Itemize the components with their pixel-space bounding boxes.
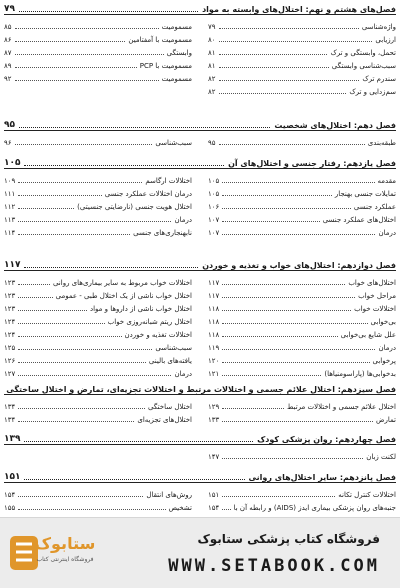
dot-leader bbox=[24, 165, 224, 166]
dot-leader bbox=[219, 144, 365, 145]
dot-leader bbox=[222, 195, 332, 196]
entry-page-number: ۱۳۳ bbox=[208, 416, 220, 424]
entry-title: اختلال‌های خواب bbox=[348, 279, 396, 287]
entry-page-number: ۸۹ bbox=[4, 62, 12, 70]
entry-title: مسمومیت با آمفتامین bbox=[128, 36, 192, 44]
entry-title: اختلال ساختگی bbox=[147, 403, 192, 411]
toc-entry[interactable] bbox=[208, 313, 396, 326]
entry-page-number: ۸۰ bbox=[208, 36, 216, 44]
chapter-page-number: ۷۹ bbox=[4, 4, 15, 14]
dot-leader bbox=[219, 28, 359, 29]
entry-page-number: ۱۲۹ bbox=[208, 403, 220, 411]
dot-leader bbox=[15, 28, 159, 29]
entry-page-number: ۱۰۷ bbox=[208, 216, 220, 224]
dot-leader bbox=[219, 80, 360, 81]
right-column bbox=[208, 398, 396, 424]
chapter-11 bbox=[4, 154, 396, 237]
dot-leader bbox=[222, 182, 374, 183]
entry-title: ارزیابی bbox=[375, 36, 396, 44]
toc-entry[interactable] bbox=[4, 198, 192, 211]
entry-title: نابهنجاری‌های جنسی bbox=[133, 229, 192, 237]
entry-title: سبب‌شناسی bbox=[155, 344, 192, 352]
entry-title: اختلال‌های تجزیه‌ای bbox=[137, 416, 192, 424]
entry-page-number: ۹۶ bbox=[4, 139, 12, 147]
entry-title: مسمومیت bbox=[161, 23, 192, 31]
entry-page-number: ۱۱۷ bbox=[208, 279, 220, 287]
toc-entry[interactable] bbox=[4, 31, 192, 44]
dot-leader bbox=[18, 496, 143, 497]
chapter-page-number bbox=[0, 385, 2, 394]
entry-title: لکنت زبان bbox=[366, 453, 396, 461]
chapter-title: فصل سیزدهم: اختلال علائم جسمی و اختلالات مرتبط و اختلالات تجزیه‌ای، تمارض و اختلال ساختگی bbox=[6, 385, 396, 394]
toc-entry[interactable] bbox=[208, 83, 396, 96]
dot-leader bbox=[222, 297, 355, 298]
dot-leader bbox=[222, 349, 375, 350]
toc-entry[interactable] bbox=[208, 31, 396, 44]
toc-entry[interactable] bbox=[4, 18, 192, 31]
entry-title: درمان اختلالات عملکرد جنسی bbox=[104, 190, 192, 198]
dot-leader bbox=[18, 349, 152, 350]
brand-tagline: فروشگاه اینترنتی کتاب bbox=[36, 556, 94, 563]
entry-page-number: ۱۲۶ bbox=[4, 357, 16, 365]
left-column bbox=[4, 172, 192, 237]
chapter-title: فصل چهاردهم: روان پزشکی کودک bbox=[257, 435, 396, 444]
toc-entry[interactable] bbox=[4, 211, 192, 224]
chapter-12 bbox=[4, 256, 396, 378]
right-column bbox=[208, 274, 396, 378]
chapter-entries bbox=[4, 134, 396, 147]
chapter-page-number: ۱۱۷ bbox=[4, 260, 21, 270]
entry-title: سبب‌شناسی bbox=[155, 139, 192, 147]
dot-leader bbox=[18, 323, 104, 324]
dot-leader bbox=[15, 41, 126, 42]
entry-title: اختلالات کنترل تکانه bbox=[338, 491, 396, 499]
entry-page-number: ۱۰۷ bbox=[208, 229, 220, 237]
dot-leader bbox=[219, 54, 328, 55]
entry-page-number: ۱۱۱ bbox=[4, 190, 16, 198]
chapter-title: فصل پانزدهم: سایر اختلال‌های روانی bbox=[248, 473, 396, 482]
chapter-14 bbox=[4, 430, 396, 461]
left-column bbox=[4, 18, 192, 96]
chapter-entries bbox=[4, 448, 396, 461]
entry-page-number: ۹۵ bbox=[208, 139, 216, 147]
dot-leader bbox=[18, 297, 52, 298]
entry-title: اختلالات تغذیه و خوردن bbox=[124, 331, 192, 339]
store-url-link[interactable]: WWW.SETABOOK.COM bbox=[168, 556, 380, 576]
chapter-entries bbox=[4, 398, 396, 424]
toc-entry[interactable] bbox=[4, 287, 192, 300]
dot-leader bbox=[18, 509, 165, 510]
chapter-15 bbox=[4, 468, 396, 512]
entry-title: اختلال علائم جسمی و اختلالات مرتبط bbox=[286, 403, 396, 411]
entry-title: تمایلات جنسی بهنجار bbox=[334, 190, 396, 198]
dot-leader bbox=[18, 234, 130, 235]
chapter-entries bbox=[4, 486, 396, 512]
entry-page-number: ۱۲۰ bbox=[208, 357, 220, 365]
toc-entry[interactable] bbox=[4, 326, 192, 339]
entry-title: سم‌زدایی و ترک bbox=[349, 88, 396, 96]
toc-entry[interactable] bbox=[4, 172, 192, 185]
toc-entry[interactable] bbox=[208, 365, 396, 378]
dot-leader bbox=[222, 408, 284, 409]
entry-page-number: ۱۲۵ bbox=[4, 344, 16, 352]
dot-leader bbox=[15, 80, 159, 81]
toc-entry[interactable] bbox=[4, 352, 192, 365]
right-column bbox=[208, 134, 396, 147]
toc-entry[interactable] bbox=[208, 326, 396, 339]
entry-title: مسمومیت bbox=[161, 75, 192, 83]
toc-entry[interactable] bbox=[208, 224, 396, 237]
toc-entry[interactable] bbox=[208, 134, 396, 147]
entry-title: اختلال خواب ناشی از داروها و مواد bbox=[89, 305, 192, 313]
entry-title: اختلال ریتم شبانه‌روزی خواب bbox=[107, 318, 192, 326]
entry-page-number: ۱۵۴ bbox=[208, 504, 220, 512]
right-column bbox=[208, 448, 396, 461]
entry-page-number: ۱۵۴ bbox=[4, 491, 16, 499]
entry-title: مقدمه bbox=[377, 177, 396, 185]
dot-leader bbox=[222, 375, 321, 376]
entry-page-number: ۸۷ bbox=[4, 49, 12, 57]
dot-leader bbox=[222, 336, 337, 337]
entry-page-number: ۸۱ bbox=[208, 49, 216, 57]
dot-leader bbox=[19, 127, 270, 128]
chapter-title: فصل دوازدهم: اختلال‌های خواب و تغذیه و خوردن bbox=[202, 261, 396, 270]
entry-title: بدخوابی‌ها (پاراسومنیاها) bbox=[324, 370, 396, 378]
entry-page-number: ۱۱۲ bbox=[4, 203, 16, 211]
dot-leader bbox=[18, 284, 50, 285]
dot-leader bbox=[18, 208, 74, 209]
chapter-heading[interactable] bbox=[4, 0, 396, 15]
entry-page-number: ۱۱۸ bbox=[208, 305, 220, 313]
dot-leader bbox=[18, 310, 87, 311]
toc-entry[interactable] bbox=[4, 486, 192, 499]
toc-entry[interactable] bbox=[208, 287, 396, 300]
entry-page-number: ۱۱۸ bbox=[208, 331, 220, 339]
toc-entry[interactable] bbox=[4, 224, 192, 237]
dot-leader bbox=[222, 284, 345, 285]
entry-page-number: ۱۲۳ bbox=[4, 305, 16, 313]
toc-entry[interactable] bbox=[208, 172, 396, 185]
toc-entry[interactable] bbox=[4, 300, 192, 313]
toc-entry[interactable] bbox=[208, 44, 396, 57]
entry-title: بی‌خوابی bbox=[370, 318, 396, 326]
toc-entry[interactable] bbox=[208, 448, 396, 461]
toc-entry[interactable] bbox=[4, 365, 192, 378]
left-column bbox=[4, 486, 192, 512]
chapter-heading[interactable] bbox=[4, 116, 396, 131]
dot-leader bbox=[219, 67, 329, 68]
entry-page-number: ۱۲۴ bbox=[4, 318, 16, 326]
entry-title: اختلال هویت جنسی (نارضایتی جنسیتی) bbox=[77, 203, 192, 211]
toc-entry[interactable] bbox=[4, 313, 192, 326]
dot-leader bbox=[24, 267, 198, 268]
entry-title: درمان bbox=[378, 344, 396, 352]
brand-logo-text: ستابوک bbox=[34, 534, 96, 553]
left-column bbox=[4, 398, 192, 424]
dot-leader bbox=[222, 458, 363, 459]
dot-leader bbox=[222, 421, 373, 422]
entry-page-number: ۱۲۳ bbox=[4, 292, 16, 300]
chapter-8-9 bbox=[4, 0, 396, 96]
entry-title: سبب‌شناسی وابستگی bbox=[331, 62, 396, 70]
dot-leader bbox=[18, 408, 145, 409]
entry-title: درمان bbox=[174, 370, 192, 378]
toc-entry[interactable] bbox=[208, 57, 396, 70]
entry-title: عملکرد جنسی bbox=[353, 203, 396, 211]
toc-entry[interactable] bbox=[4, 44, 192, 57]
dot-leader bbox=[222, 221, 319, 222]
chapter-entries bbox=[4, 274, 396, 378]
toc-entry[interactable] bbox=[208, 198, 396, 211]
entry-title: مسمومیت با PCP bbox=[139, 62, 192, 70]
toc-entry[interactable] bbox=[4, 57, 192, 70]
entry-page-number: ۱۱۸ bbox=[208, 318, 220, 326]
entry-title: علل شایع بی‌خوابی bbox=[340, 331, 396, 339]
entry-page-number: ۱۱۷ bbox=[208, 292, 220, 300]
toc-entry[interactable] bbox=[208, 486, 396, 499]
dot-leader bbox=[219, 41, 373, 42]
entry-title: درمان bbox=[174, 216, 192, 224]
store-footer bbox=[0, 517, 400, 588]
entry-page-number: ۱۳۴ bbox=[4, 416, 16, 424]
toc-entry[interactable] bbox=[208, 185, 396, 198]
dot-leader bbox=[15, 54, 164, 55]
entry-title: تحمل، وابستگی و ترک bbox=[330, 49, 396, 57]
dot-leader bbox=[18, 182, 142, 183]
toc-entry[interactable] bbox=[208, 352, 396, 365]
entry-title: یافته‌های بالینی bbox=[148, 357, 192, 365]
toc-entry[interactable] bbox=[4, 398, 192, 411]
dot-leader bbox=[222, 362, 369, 363]
right-column bbox=[208, 18, 396, 96]
entry-title: اختلال‌های عملکرد جنسی bbox=[322, 216, 396, 224]
entry-title: اختلالات خواب مربوط به سایر بیماری‌های روانی bbox=[52, 279, 192, 287]
entry-title: جنبه‌های روان پزشکی بیماری ایدز (AIDS) و رابطه آن با bbox=[233, 504, 396, 512]
dot-leader bbox=[18, 375, 171, 376]
dot-leader bbox=[15, 67, 137, 68]
toc-entry[interactable] bbox=[4, 339, 192, 352]
entry-title: روش‌های انتقال bbox=[146, 491, 192, 499]
dot-leader bbox=[24, 441, 253, 442]
dot-leader bbox=[19, 11, 198, 12]
entry-page-number: ۸۵ bbox=[4, 23, 12, 31]
entry-page-number: ۱۱۳ bbox=[4, 216, 16, 224]
left-column bbox=[4, 274, 192, 378]
entry-page-number: ۱۱۹ bbox=[208, 344, 220, 352]
entry-page-number: ۱۵۵ bbox=[4, 504, 16, 512]
chapter-13 bbox=[4, 380, 396, 424]
chapter-10 bbox=[4, 116, 396, 147]
entry-page-number: ۱۲۱ bbox=[208, 370, 220, 378]
chapter-heading[interactable] bbox=[4, 468, 396, 483]
dot-leader bbox=[18, 221, 171, 222]
entry-page-number: ۱۲۷ bbox=[4, 370, 16, 378]
chapter-title: فصل یازدهم: رفتار جنسی و اختلال‌های آن bbox=[228, 159, 396, 168]
entry-page-number: ۱۴۷ bbox=[208, 453, 220, 461]
entry-page-number: ۱۰۵ bbox=[208, 177, 220, 185]
toc-entry[interactable] bbox=[4, 499, 192, 512]
entry-title: اختلالات خواب bbox=[354, 305, 396, 313]
toc-entry[interactable] bbox=[4, 70, 192, 83]
chapter-heading[interactable] bbox=[4, 154, 396, 169]
toc-entry[interactable] bbox=[208, 274, 396, 287]
toc-entry[interactable] bbox=[208, 18, 396, 31]
toc-entry[interactable] bbox=[4, 134, 192, 147]
dot-leader bbox=[18, 421, 134, 422]
entry-page-number: ۱۲۴ bbox=[4, 331, 16, 339]
dot-leader bbox=[18, 336, 121, 337]
dot-leader bbox=[18, 195, 101, 196]
entry-title: واژه‌شناسی bbox=[361, 23, 396, 31]
dot-leader bbox=[222, 234, 375, 235]
entry-title: تشخیص bbox=[168, 504, 192, 512]
entry-title: سندرم ترک bbox=[362, 75, 396, 83]
toc-entry[interactable] bbox=[4, 274, 192, 287]
dot-leader bbox=[24, 479, 244, 480]
entry-page-number: ۱۵۱ bbox=[208, 491, 220, 499]
entry-page-number: ۸۶ bbox=[4, 36, 12, 44]
toc-entry[interactable] bbox=[4, 185, 192, 198]
toc-entry[interactable] bbox=[208, 300, 396, 313]
entry-title: درمان bbox=[378, 229, 396, 237]
chapter-heading[interactable] bbox=[4, 380, 396, 395]
entry-title: پرخوابی bbox=[372, 357, 396, 365]
dot-leader bbox=[18, 362, 146, 363]
entry-title: اختلالات ارگاسم bbox=[145, 177, 192, 185]
store-name: فروشگاه کتاب پزشکی ستابوک bbox=[197, 532, 380, 546]
entry-page-number: ۸۲ bbox=[208, 75, 216, 83]
entry-page-number: ۱۲۳ bbox=[4, 279, 16, 287]
dot-leader bbox=[222, 208, 351, 209]
entry-title: طبقه‌بندی bbox=[367, 139, 396, 147]
dot-leader bbox=[222, 496, 335, 497]
dot-leader bbox=[15, 144, 153, 145]
toc-entry[interactable] bbox=[208, 499, 396, 512]
chapter-entries bbox=[4, 172, 396, 237]
dot-leader bbox=[222, 323, 367, 324]
toc-entry[interactable] bbox=[208, 398, 396, 411]
left-column bbox=[4, 448, 192, 461]
chapter-page-number: ۹۵ bbox=[4, 120, 15, 130]
dot-leader bbox=[222, 310, 351, 311]
entry-page-number: ۱۱۴ bbox=[4, 229, 16, 237]
entry-page-number: ۸۲ bbox=[208, 88, 216, 96]
toc-entry[interactable] bbox=[208, 211, 396, 224]
toc-entry[interactable] bbox=[208, 411, 396, 424]
toc-entry[interactable] bbox=[4, 411, 192, 424]
chapter-heading[interactable] bbox=[4, 430, 396, 445]
toc-entry[interactable] bbox=[208, 339, 396, 352]
toc-entry[interactable] bbox=[208, 70, 396, 83]
entry-page-number: ۱۰۹ bbox=[4, 177, 16, 185]
right-column bbox=[208, 172, 396, 237]
chapter-page-number: ۱۰۵ bbox=[4, 158, 21, 168]
left-column bbox=[4, 134, 192, 147]
chapter-heading[interactable] bbox=[4, 256, 396, 271]
entry-page-number: ۹۲ bbox=[4, 75, 12, 83]
chapter-title: فصل‌های هشتم و نهم: اختلال‌های وابسته به مواد bbox=[202, 5, 396, 14]
right-column bbox=[208, 486, 396, 512]
entry-title: اختلال خواب ناشی از یک اختلال طبی - عمومی bbox=[55, 292, 192, 300]
entry-title: تمارض bbox=[376, 416, 396, 424]
chapter-page-number: ۱۵۱ bbox=[4, 472, 21, 482]
entry-page-number: ۱۰۶ bbox=[208, 203, 220, 211]
entry-title: مراحل خواب bbox=[358, 292, 396, 300]
entry-page-number: ۸۱ bbox=[208, 62, 216, 70]
chapter-page-number: ۱۳۹ bbox=[4, 434, 21, 444]
entry-page-number: ۱۰۵ bbox=[208, 190, 220, 198]
entry-page-number: ۱۳۴ bbox=[4, 403, 16, 411]
dot-leader bbox=[219, 93, 347, 94]
entry-page-number: ۷۹ bbox=[208, 23, 216, 31]
chapter-entries bbox=[4, 18, 396, 96]
chapter-title: فصل دهم: اختلال‌های شخصیت bbox=[274, 121, 396, 130]
dot-leader bbox=[222, 509, 230, 510]
entry-title: وابستگی bbox=[166, 49, 192, 57]
